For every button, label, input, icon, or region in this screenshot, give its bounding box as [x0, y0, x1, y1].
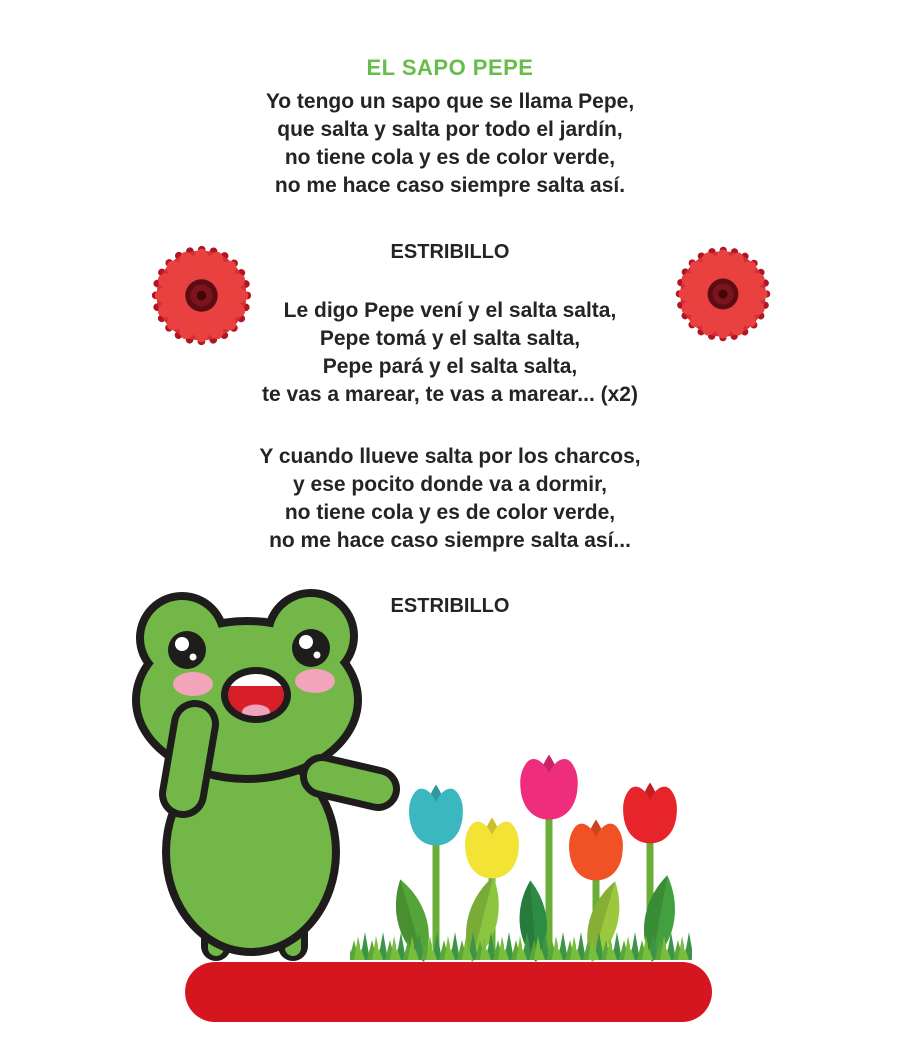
red-planter-base — [185, 962, 712, 1022]
tulip-orange — [569, 819, 623, 880]
lyric-line: no tiene cola y es de color verde, — [284, 146, 616, 169]
chorus-label-2: ESTRIBILLO — [390, 595, 510, 617]
lyric-line: Pepe tomá y el salta salta, — [319, 327, 581, 350]
page-title: EL SAPO PEPE — [366, 55, 534, 80]
lyric-line: Yo tengo un sapo que se llama Pepe, — [265, 90, 635, 113]
frog-mouth — [221, 667, 291, 723]
tulip-blooms — [409, 755, 677, 881]
lyric-line: te vas a marear, te vas a marear... (x2) — [262, 383, 638, 406]
lyric-line: no me hace caso siempre salta así... — [269, 529, 631, 552]
lyric-line: que salta y salta por todo el jardín, — [277, 118, 623, 141]
red-gerbera-flower-left-icon — [149, 243, 254, 348]
frog-eye-left — [168, 631, 206, 669]
tulip-garden-illustration — [180, 720, 715, 1025]
lyric-line: no tiene cola y es de color verde, — [284, 501, 616, 524]
frog-cheek-right — [295, 669, 335, 693]
chorus-label-1: ESTRIBILLO — [390, 241, 510, 263]
tulip-teal — [409, 784, 463, 845]
lyric-line: no me hace caso siempre salta así. — [274, 174, 626, 197]
tulip-yellow — [465, 817, 519, 878]
lyric-line: Pepe pará y el salta salta, — [322, 355, 578, 378]
frog-eye-right — [292, 629, 330, 667]
tulip-red — [623, 782, 677, 843]
verse-1 — [0, 88, 900, 200]
verse-2 — [0, 443, 900, 555]
grass-strip — [350, 932, 692, 964]
lyric-line: y ese pocito donde va a dormir, — [293, 473, 607, 496]
lyric-line: Le digo Pepe vení y el salta salta, — [283, 299, 617, 322]
lyric-line: Y cuando llueve salta por los charcos, — [259, 445, 641, 468]
frog-cheek-left — [173, 672, 213, 696]
tulip-pink — [520, 755, 578, 820]
red-gerbera-flower-right-icon — [673, 244, 773, 344]
